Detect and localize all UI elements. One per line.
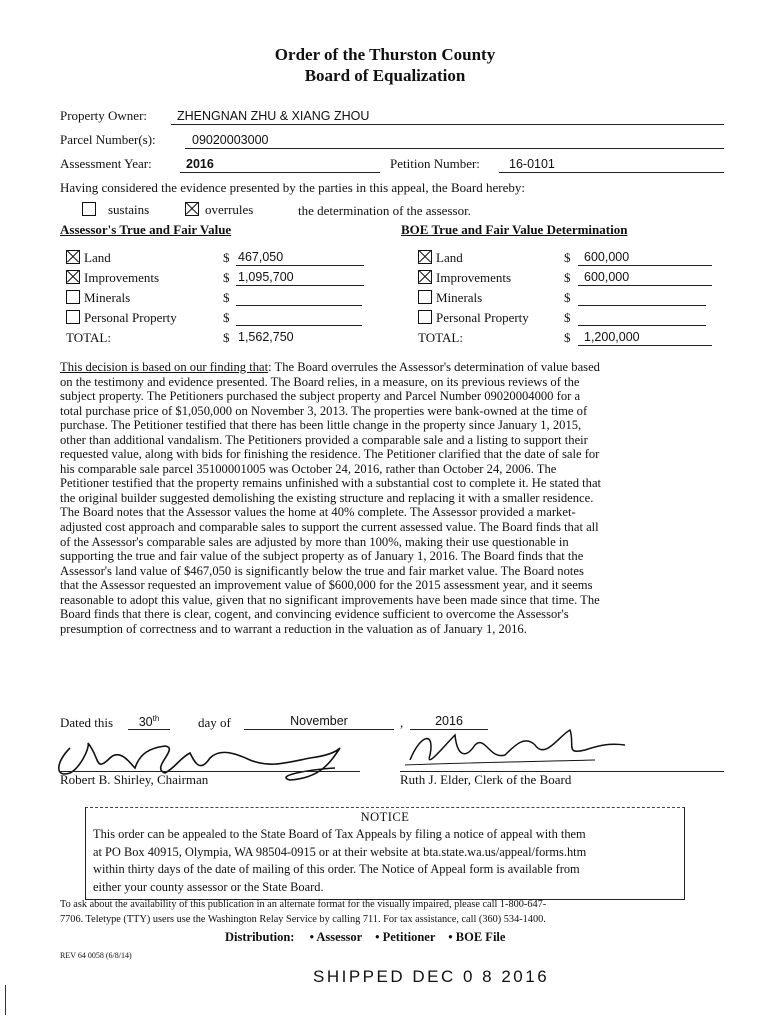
- assessor-row-total: [66, 330, 366, 350]
- shipped-stamp: SHIPPED DEC 0 8 2016: [313, 967, 550, 986]
- assessor-personal-label: Personal Property: [84, 310, 177, 325]
- distribution-label: Distribution:: [225, 930, 295, 944]
- scan-edge-mark: [5, 985, 6, 1015]
- sustains-option[interactable]: [82, 202, 149, 218]
- boe-row-minerals: [418, 290, 728, 310]
- accessibility-note: [60, 898, 720, 927]
- petition-line: [499, 156, 724, 173]
- dated-day-suffix: th: [152, 714, 160, 723]
- boe-total-currency: $: [564, 330, 571, 345]
- boe-heading: BOE True and Fair Value Determination: [401, 222, 628, 237]
- assessor-personal-currency: $: [223, 310, 230, 325]
- dated-month: November: [244, 714, 394, 730]
- parcel-value: 09020003000: [192, 133, 269, 147]
- finding-line: of the Assessor's comparable sales are adjusted by more than 100%, making their use questionable in: [60, 534, 569, 549]
- assessor-total-value: 1,562,750: [238, 330, 294, 344]
- boe-minerals-value: [578, 290, 706, 306]
- boe-land-value: 600,000: [578, 250, 712, 266]
- overrules-option[interactable]: [185, 202, 253, 218]
- finding-line: requested value, along with bids for finishing the residence. The Petitioner clarified that the date of sale for: [60, 447, 600, 462]
- chairman-name: Robert B. Shirley, Chairman: [60, 772, 209, 787]
- overrules-checkbox[interactable]: [185, 202, 199, 216]
- document-title-line1: Order of the Thurston County: [274, 45, 496, 64]
- notice-title: NOTICE: [360, 810, 410, 824]
- assessor-personal-value: [236, 310, 362, 326]
- boe-personal-checkbox[interactable]: [418, 310, 432, 324]
- boe-land-checkbox[interactable]: [418, 250, 432, 264]
- distribution-boe-file: • BOE File: [448, 930, 506, 944]
- assessor-land-currency: $: [223, 250, 230, 265]
- assessor-total-label: TOTAL:: [66, 330, 111, 345]
- assessor-minerals-value: [236, 290, 362, 306]
- assessor-minerals-checkbox[interactable]: [66, 290, 80, 304]
- sustains-checkbox[interactable]: [82, 202, 96, 216]
- boe-improvements-currency: $: [564, 270, 571, 285]
- overrules-label: overrules: [205, 202, 254, 217]
- distribution-assessor: • Assessor: [309, 930, 362, 944]
- finding-line: adjusted cost approach and comparable sales to support the current assessed value. The Board finds that all: [60, 520, 599, 535]
- sustains-label: sustains: [108, 202, 150, 217]
- boe-row-improvements: [418, 270, 728, 290]
- owner-value: ZHENGNAN ZHU & XIANG ZHOU: [177, 109, 370, 123]
- clerk-name: Ruth J. Elder, Clerk of the Board: [400, 772, 572, 787]
- finding-line: The Board notes that the Assessor values the home at 40% complete. The Assessor provided a market-: [60, 505, 576, 520]
- owner-line: [171, 108, 724, 125]
- boe-row-personal-property: [418, 310, 728, 330]
- dated-prefix: Dated this: [60, 715, 114, 730]
- finding-line: purchase. The Petitioner testified that there has been little change in the property since January 1, 2015,: [60, 418, 582, 433]
- boe-improvements-checkbox[interactable]: [418, 270, 432, 284]
- parcel-label: Parcel Number(s):: [60, 132, 156, 147]
- notice-text: [93, 826, 678, 896]
- boe-land-label: Land: [436, 250, 463, 265]
- accessibility-line-2: 7706. Teletype (TTY) users use the Washington Relay Service by calling 711. For tax assistance, call (360) 534-1400.: [60, 913, 546, 925]
- assessor-land-label: Land: [84, 250, 111, 265]
- finding-line: his comparable sale parcel 35100001005 was October 24, 2016, rather than October 24, 2006. The: [60, 461, 557, 476]
- dated-day-number: 30: [138, 715, 153, 730]
- boe-minerals-label: Minerals: [436, 290, 483, 305]
- dated-day-of: day of: [198, 715, 231, 730]
- finding-line: reasonable to adopt this value, given that no significant improvements have been made since that time. The: [60, 592, 600, 607]
- boe-row-land: [418, 250, 728, 270]
- assessor-land-value: 467,050: [236, 250, 364, 266]
- finding-line: total purchase price of $1,050,000 on November 3, 2013. The properties were bank-owned at the time of: [60, 403, 588, 418]
- finding-line: other than additional vandalism. The Petitioners provided a comparable sale and a listing to support their: [60, 432, 588, 447]
- assessor-row-land: [66, 250, 366, 270]
- finding-line: that the Assessor requested an improvement value of $600,000 for the 2015 assessment year, and it seems: [60, 578, 593, 593]
- finding-lead: This decision is based on our finding that: [60, 360, 269, 374]
- boe-minerals-currency: $: [564, 290, 571, 305]
- finding-line: the original builder suggested demolishing the existing structure and replacing it with a smaller residence.: [60, 490, 594, 505]
- finding-line: Board finds that there is clear, cogent, and convincing evidence sufficient to overcome the Assessor's: [60, 607, 569, 622]
- assessor-improvements-value: 1,095,700: [236, 270, 364, 286]
- assessor-total-currency: $: [223, 330, 230, 345]
- year-line: [180, 156, 380, 173]
- document-title-line2: Board of Equalization: [304, 66, 466, 85]
- assessor-improvements-checkbox[interactable]: [66, 270, 80, 284]
- assessor-improvements-label: Improvements: [84, 270, 160, 285]
- form-revision: REV 64 0058 (6/8/14): [60, 951, 132, 960]
- assessor-row-improvements: [66, 270, 366, 290]
- petition-value: 16-0101: [509, 157, 555, 171]
- finding-line: subject property. The Petitioners purchased the subject property and Parcel Number 09020004000 for a: [60, 389, 581, 404]
- decision-tail: the determination of the assessor.: [298, 203, 471, 218]
- boe-row-total: [418, 330, 728, 350]
- boe-land-currency: $: [564, 250, 571, 265]
- assessor-minerals-currency: $: [223, 290, 230, 305]
- boe-values: [418, 250, 728, 350]
- boe-personal-label: Personal Property: [436, 310, 529, 325]
- dated-comma: ,: [400, 715, 404, 730]
- finding-line: Petitioner testified that the property remains unfinished with a substantial cost to complete it. He stated that: [60, 476, 602, 491]
- assessor-minerals-label: Minerals: [84, 290, 131, 305]
- assessor-values: [66, 250, 366, 350]
- notice-line: either your county assessor or the State Board.: [93, 879, 324, 894]
- boe-personal-value: [578, 310, 706, 326]
- dated-year: 2016: [410, 714, 488, 730]
- finding-line-1: [60, 360, 714, 375]
- finding-line: presumption of correctness and to warrant a reduction in the valuation as of January 1, 2016.: [60, 621, 527, 636]
- boe-total-value: 1,200,000: [578, 330, 712, 346]
- boe-total-label: TOTAL:: [418, 330, 463, 345]
- assessor-personal-checkbox[interactable]: [66, 310, 80, 324]
- boe-improvements-label: Improvements: [436, 270, 512, 285]
- owner-label: Property Owner:: [60, 108, 148, 123]
- parcel-line: [185, 132, 724, 149]
- finding-line: Assessor's land value of $467,050 is significantly below the true and fair market value. The Board notes: [60, 563, 584, 578]
- year-value: 2016: [186, 157, 214, 171]
- finding-line: supporting the true and fair value of the subject property as of January 1, 2016. The Board finds that the: [60, 549, 584, 564]
- assessor-heading: Assessor's True and Fair Value: [60, 222, 232, 237]
- distribution-petitioner: • Petitioner: [375, 930, 436, 944]
- notice-line: at PO Box 40915, Olympia, WA 98504-0915 or at their website at bta.state.wa.us/appeal/forms.htm: [93, 844, 587, 859]
- notice-line: within thirty days of the date of mailing of this order. The Notice of Appeal form is available from: [93, 862, 580, 877]
- finding-line-1-text: : The Board overrules the Assessor's determination of value based: [268, 360, 600, 374]
- boe-personal-currency: $: [564, 310, 571, 325]
- finding-paragraph: [60, 360, 714, 636]
- assessor-row-minerals: [66, 290, 366, 310]
- decision-intro: Having considered the evidence presented by the parties in this appeal, the Board hereby:: [60, 180, 525, 195]
- year-label: Assessment Year:: [60, 156, 152, 171]
- accessibility-line-1: To ask about the availability of this publication in an alternate format for the visually impaired, please call 1-800-647-: [60, 899, 547, 910]
- notice-line: This order can be appealed to the State Board of Tax Appeals by filing a notice of appeal with them: [93, 827, 586, 841]
- finding-line: on the testimony and evidence presented. The Board relies, in a measure, on its previous reviews of the: [60, 374, 580, 389]
- distribution: [225, 930, 505, 945]
- assessor-land-checkbox[interactable]: [66, 250, 80, 264]
- assessor-improvements-currency: $: [223, 270, 230, 285]
- assessor-row-personal-property: [66, 310, 366, 330]
- petition-label: Petition Number:: [390, 156, 480, 171]
- boe-minerals-checkbox[interactable]: [418, 290, 432, 304]
- boe-improvements-value: 600,000: [578, 270, 712, 286]
